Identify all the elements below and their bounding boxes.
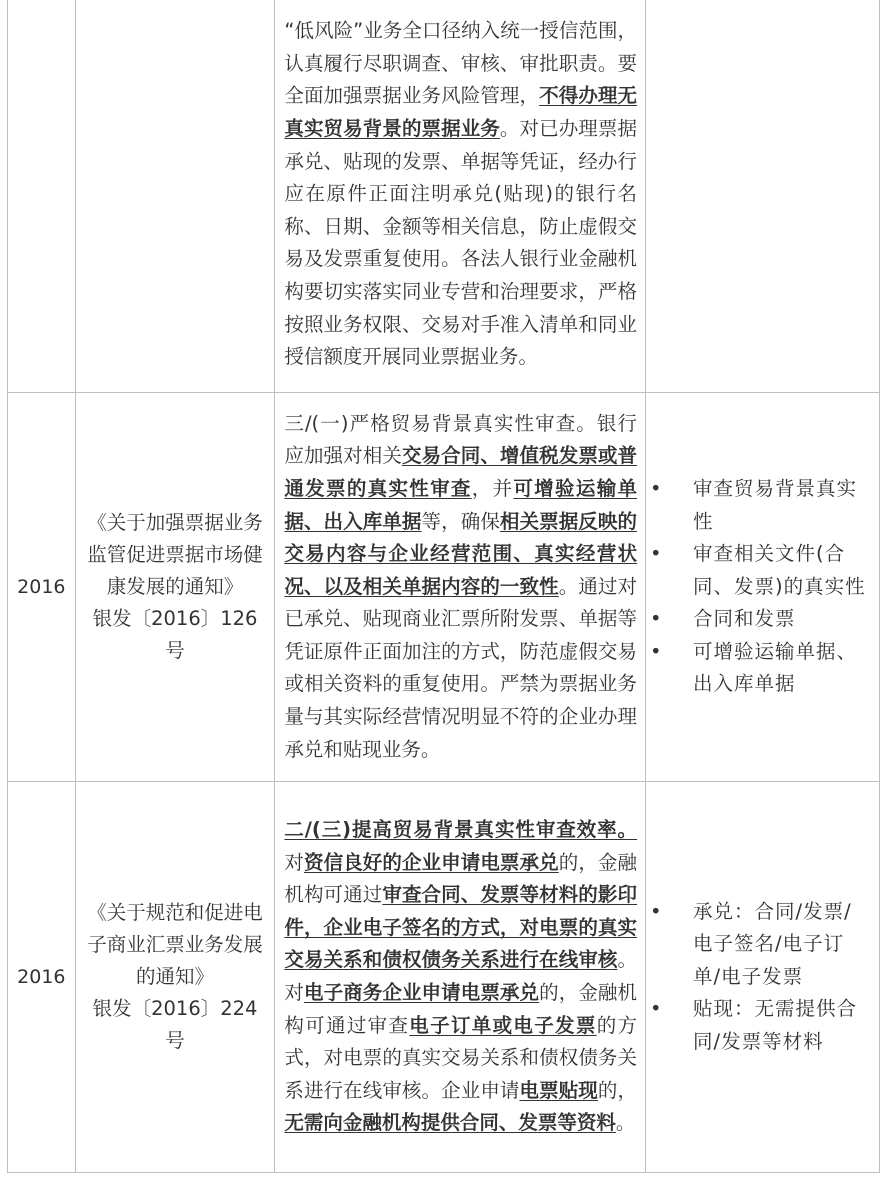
year-text: 2016 [17, 576, 66, 598]
key-point-item: • 承兑：合同/发票/电子签名/电子订单/电子发票 [646, 896, 879, 994]
provision-text-cell [275, 393, 646, 782]
emphasized-text: 相关票据反映的交易内容与企业经营范围、真实经营状况、以及相关单据内容的一致性 [284, 509, 638, 598]
key-point-item: • 贴现：无需提供合同/发票等材料 [646, 993, 879, 1058]
key-point-item: • 可增验运输单据、出入库单据 [646, 636, 879, 701]
text-run: 的， [597, 1078, 638, 1102]
document-code: 银发〔2016〕126号 [92, 607, 258, 662]
provision-text-cell [275, 782, 646, 1173]
key-point-item: • 审查贸易背景真实性 [646, 473, 879, 538]
text-run: ，并 [471, 476, 514, 500]
table-row [8, 782, 880, 1173]
emphasized-text: 电票贴现 [519, 1078, 598, 1102]
provision-text-cell [275, 0, 646, 393]
regulation-table [7, 0, 880, 1173]
emphasized-text: 审查合同、发票等材料的影印件，企业电子签名的方式，对电票的真实交易关系和债权债务关系进行在线审核 [284, 883, 638, 972]
text-run: 的方式，对电票的真实交易关系和债权债务关系进行在线审核。企业申请 [284, 1013, 638, 1102]
document-title: 《关于加强票据业务监管促进票据市场健康发展的通知》 [87, 511, 263, 598]
text-run: 的，金融机构可通过 [284, 850, 638, 907]
emphasized-text: 无需向金融机构提供合同、发票等资料 [284, 1111, 616, 1135]
emphasized-text: 可增验运输单据、出入库单据 [284, 476, 638, 533]
emphasized-text: 电子商务企业申请电票承兑 [303, 981, 540, 1004]
emphasized-text: 资信良好的企业申请电票承兑 [303, 850, 559, 874]
key-points-list [646, 473, 879, 701]
text-run: 的，金融机构可通过审查 [284, 981, 638, 1037]
table-row [8, 0, 880, 393]
key-points-cell [646, 0, 880, 393]
year-cell [8, 0, 76, 393]
text-run: “低风险”业务全口径纳入统一授信范围，认真履行尽职调查、审核、审批职责。要全面加强票据业务风险管理， [284, 19, 638, 108]
text-run: 。通过对已承兑、贴现商业汇票所附发票、单据等凭证原件正面加注的方式，防范虚假交易或相关资料的重复使用。严禁为票据业务量与其实际经营情况明显不符的企业办理承兑和贴现业务。 [284, 574, 638, 761]
key-point-item: • 审查相关文件(合同、发票)的真实性 [646, 538, 879, 603]
emphasized-text: 电子订单或电子发票 [409, 1013, 597, 1037]
text-run: 。对已办理票据承兑、贴现的发票、单据等凭证，经办行应在原件正面注明承兑(贴现)的银行名称、日期、金额等相关信息，防止虚假交易及发票重复使用。各法人银行业金融机构要切实落实同业专营和治理要求，严格按照业务权限、交易对手准入清单和同业授信额度开展同业票据业务。 [284, 117, 638, 369]
document-title-cell [75, 393, 275, 782]
text-run: 三/(一)严格贸易背景真实性审查。银行应加强对相关 [284, 411, 638, 468]
key-points-cell [646, 393, 880, 782]
table-row [8, 393, 880, 782]
emphasized-text: 不得办理无真实贸易背景的票据业务 [284, 84, 638, 141]
text-run: 对 [284, 850, 304, 874]
document-title-cell [75, 0, 275, 393]
text-run: 。对 [284, 948, 638, 1004]
key-points-cell [646, 782, 880, 1173]
emphasized-text: 二/(三)提高贸易背景真实性审查效率。 [284, 818, 638, 842]
document-title-cell [75, 782, 275, 1173]
year-cell [8, 782, 76, 1173]
text-run: 。 [615, 1111, 636, 1135]
document-code: 银发〔2016〕224号 [92, 997, 258, 1052]
year-text: 2016 [17, 966, 66, 988]
year-cell [8, 393, 76, 782]
document-title: 《关于规范和促进电子商业汇票业务发展的通知》 [87, 901, 263, 988]
text-run: 等，确保 [421, 509, 500, 533]
key-point-item: • 合同和发票 [646, 603, 879, 636]
emphasized-text: 交易合同、增值税发票或普通发票的真实性审查 [284, 444, 638, 500]
key-points-list [646, 896, 879, 1059]
